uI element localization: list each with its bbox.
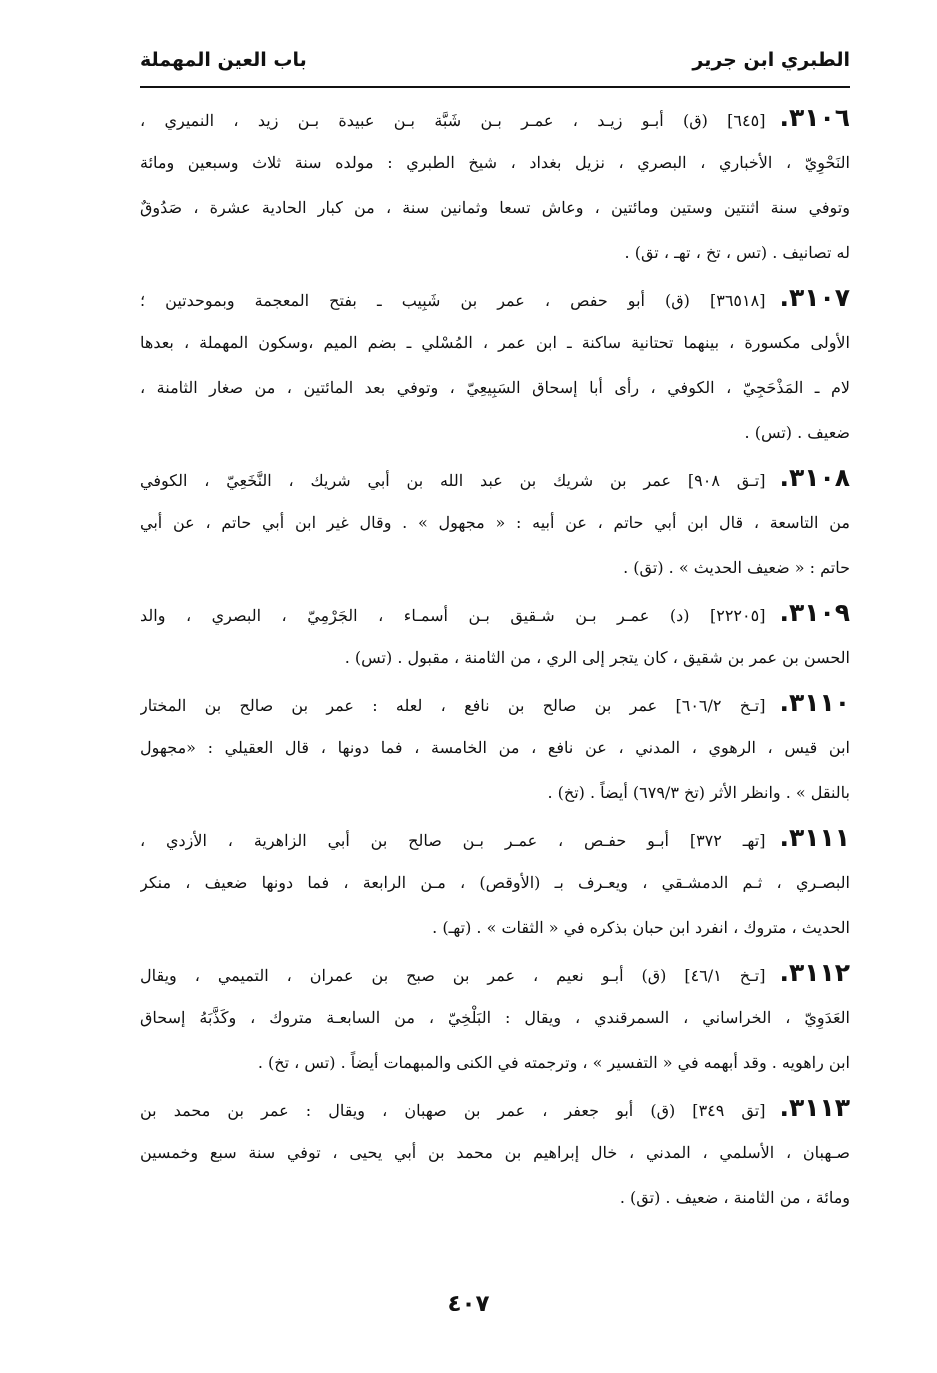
entry-number: ٣١١١. [779, 823, 850, 852]
entry-line-text: ضعيف . (تس) . [744, 423, 850, 442]
entry-line-text: لام ـ المَذْحَجِيّ ، الكوفي ، رأى أبا إسحاق السَبِيعِيّ ، وتوفي بعد المائتين ، من صغار الثامنة ، [140, 378, 850, 397]
entry-line-text: الحديث ، متروك ، انفرد ابن حبان بذكره في « الثقات » . (تهـ) . [432, 918, 850, 937]
entry-text-line [140, 995, 850, 1040]
entry-text-line [140, 680, 850, 725]
entry-number: ٣١٠٩. [779, 598, 850, 627]
entry-text-line [140, 275, 850, 320]
entry-number: ٣١٠٦. [779, 103, 850, 132]
entry-line-text: العَدَوِيّ ، الخراساني ، السمرقندي ، ويقال : البَلْخِيّ ، من السابعـة متروك ، وكَذَّبَهُ إسحاق [140, 1008, 850, 1027]
entry-text-line [140, 185, 850, 230]
entry-line-text: صـهبان ، الأسلمي ، المدني ، خال إبراهيم بن محمد بن أبي يحيى ، توفي سنة سبع وخمسين [140, 1143, 850, 1162]
entry-text-line [140, 95, 850, 140]
page-number: ٤٠٧ [447, 1291, 490, 1317]
entry-text-line [140, 815, 850, 860]
entry-text-line [140, 410, 850, 455]
biography-entry [140, 1085, 850, 1220]
entry-text-line [140, 590, 850, 635]
entries-list [140, 95, 850, 1220]
biography-entry [140, 680, 850, 815]
entry-line-text: [تق ٣٤٩] (ق) أبو جعفر ، عمر بن صهبان ، ويقال : عمر بن محمد بن [140, 1101, 766, 1120]
entry-text-line [140, 1130, 850, 1175]
entry-text-line [140, 1040, 850, 1085]
entry-text-line [140, 860, 850, 905]
biography-entry [140, 950, 850, 1085]
entry-line-text: حاتم : « ضعيف الحديث » . (تق) . [623, 558, 850, 577]
entry-line-text: [٦٤٥] (ق) أبـو زيـد ، عمـر بـن شَبَّة بـن عبيدة بـن زيد ، النميري ، [140, 111, 766, 130]
entry-line-text: ومائة ، من الثامنة ، ضعيف . (تق) . [619, 1188, 850, 1207]
biography-entry [140, 815, 850, 950]
entry-text-line [140, 230, 850, 275]
entry-number: ٣١١٠. [779, 688, 850, 717]
biography-entry [140, 455, 850, 590]
entry-line-text: [تـق ٩٠٨] عمر بن شريك بن عبد الله بن أبي شريك ، النَّخَعِيّ ، الكوفي [140, 471, 766, 490]
entry-number: ٣١١٢. [779, 958, 850, 987]
entry-line-text: الحسن بن عمر بن شقيق ، كان يتجر إلى الري ، من الثامنة ، مقبول . (تس) . [344, 648, 850, 667]
header-chapter-title: باب العين المهملة [140, 49, 307, 71]
entry-line-text: البصـري ، ثـم الدمشـقي ، ويعـرف بـ (الأوقص) ، مـن الرابعة ، فما دونها ضعيف ، منكر [140, 873, 850, 892]
entry-line-text: [٣٦٥١٨] (ق) أبو حفص ، عمر بن شَبِيب ـ بفتح المعجمة وبموحدتين ؛ [140, 291, 766, 310]
entry-number: ٣١١٣. [779, 1093, 850, 1122]
entry-text-line [140, 1085, 850, 1130]
header-rule [140, 86, 850, 88]
entry-line-text: ابن راهويه . وقد أبهمه في « التفسير » ، وترجمته في الكنى والمبهمات أيضاً . (تس ، تخ) . [257, 1053, 850, 1072]
entry-line-text: له تصانيف . (تس ، تخ ، تهـ ، تق) . [624, 243, 850, 262]
entry-text-line [140, 1175, 850, 1220]
entry-text-line [140, 905, 850, 950]
entry-text-line [140, 770, 850, 815]
entry-text-line [140, 500, 850, 545]
entry-text-line [140, 365, 850, 410]
entry-line-text: [٢٢٢٠٥] (د) عمـر بـن شـقيق بـن أسمـاء ، الجَرْمِيّ ، البصري ، والد [140, 606, 766, 625]
biography-entry [140, 590, 850, 680]
entry-line-text: ابن قيس ، الرهوي ، المدني ، عن نافع ، من الخامسة ، فما دونها ، قال العقيلي : «مجهول [140, 738, 850, 757]
entry-line-text: النَحْوِيّ ، الأخباري ، البصري ، نزيل بغداد ، شيخ الطبري : مولده سنة ثلاث وسبعين ومائة [140, 153, 850, 172]
entry-text-line [140, 320, 850, 365]
entry-line-text: [تـخ ٦٠٦/٢] عمر بن صالح بن نافع ، لعله : عمر بن صالح بن المختار [140, 696, 766, 715]
entry-text-line [140, 140, 850, 185]
entry-line-text: وتوفي سنة اثنتين وستين ومائتين ، وعاش تسعا وثمانين سنة ، من كبار الحادية عشرة ، صَدُوقٌ [140, 198, 850, 217]
entry-text-line [140, 950, 850, 995]
running-header [140, 40, 850, 80]
entry-line-text: الأولى مكسورة ، بينهما تحتانية ساكنة ـ ابن عمر ، المُسْلي ـ بضم الميم ،وسكون المهملة ، بعدها [140, 333, 850, 352]
entry-line-text: [تـخ ٤٦/١] (ق) أبـو نعيم ، عمر بن صبح بن عمران ، التميمي ، ويقال [140, 966, 766, 985]
entry-text-line [140, 455, 850, 500]
entry-number: ٣١٠٧. [779, 283, 850, 312]
biography-entry [140, 275, 850, 455]
entry-line-text: [تهـ ٣٧٢] أبـو حفـص ، عمـر بـن صالح بن أبي الزاهرية ، الأزدي ، [140, 831, 766, 850]
header-book-title: الطبري ابن جرير [692, 49, 850, 71]
entry-number: ٣١٠٨. [779, 463, 850, 492]
entry-line-text: بالنقل » . وانظر الأثر (تخ ٦٧٩/٣) أيضاً . (تخ) . [547, 783, 850, 802]
entry-text-line [140, 635, 850, 680]
entry-line-text: من التاسعة ، قال ابن أبي حاتم ، عن أبيه : « مجهول » . وقال غير ابن أبي حاتم ، عن أبي [140, 513, 850, 532]
entry-text-line [140, 545, 850, 590]
biography-entry [140, 95, 850, 275]
entry-text-line [140, 725, 850, 770]
